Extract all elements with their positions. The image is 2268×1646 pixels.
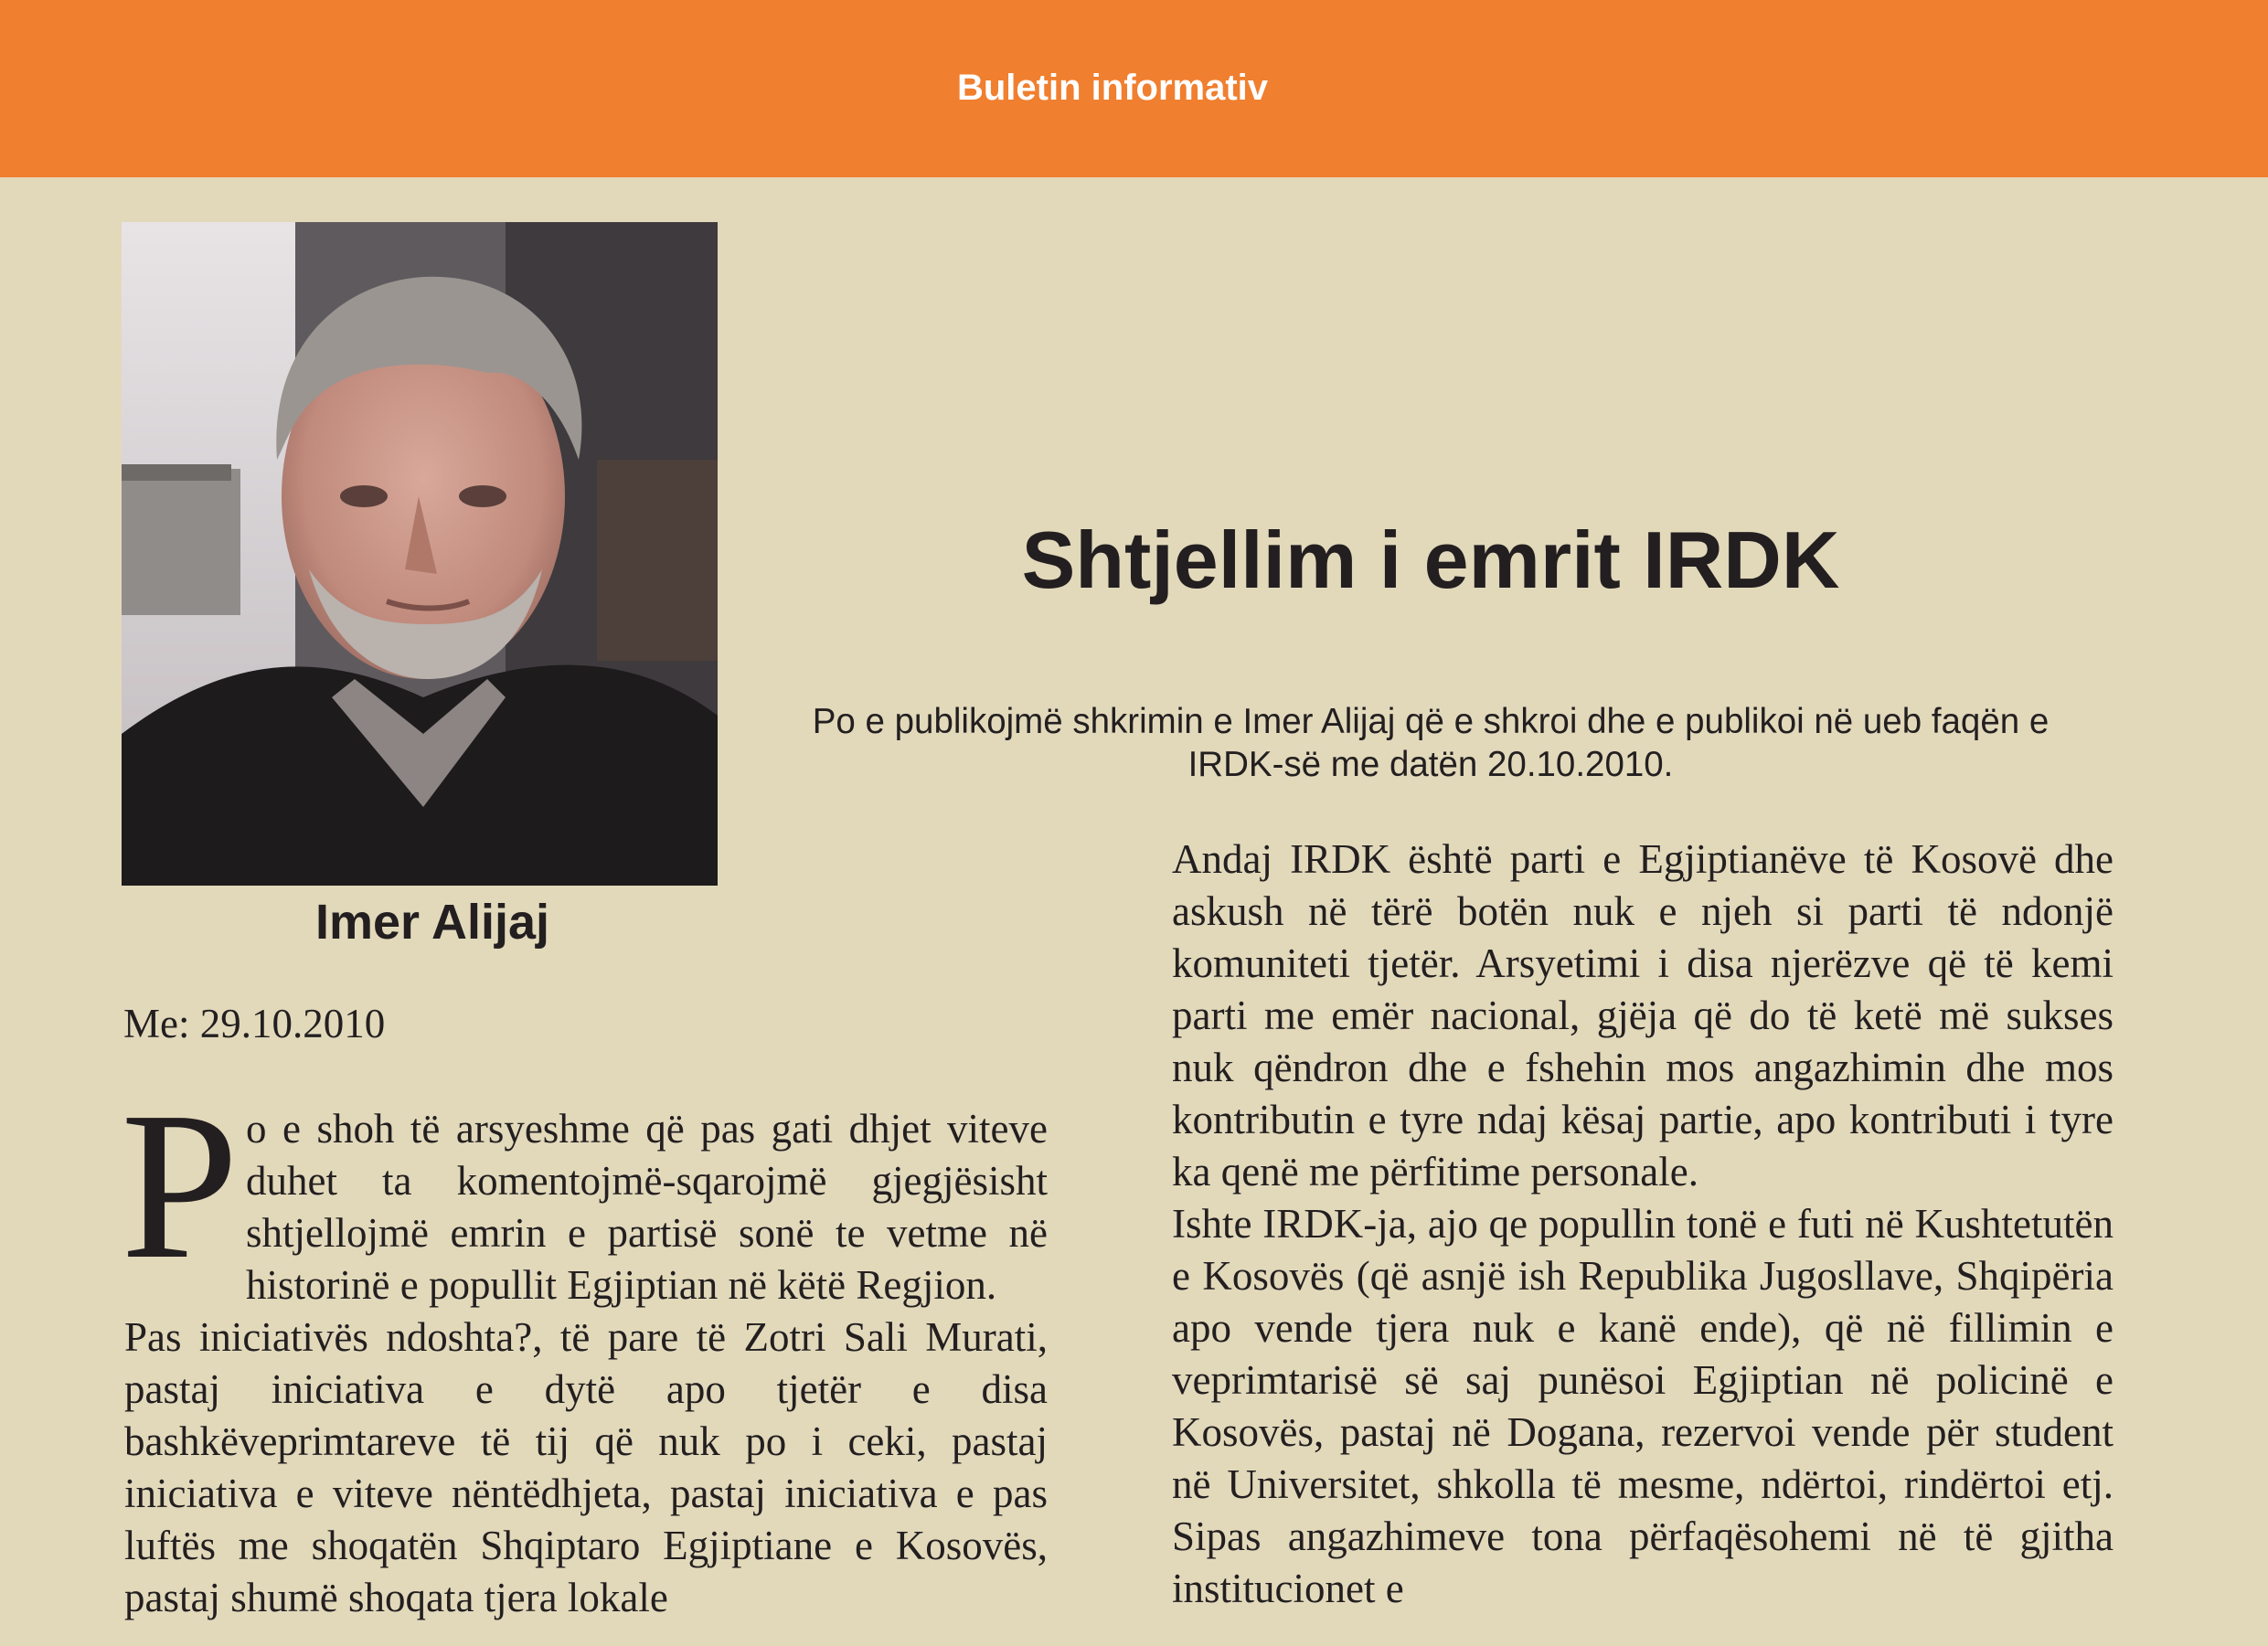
paragraph: Pas iniciativës ndoshta?, të pare të Zotri Sali Murati, pastaj iniciativa e dytë apo tjetër e disa bashkëveprimtareve të tij që nuk po i ceki, pastaj iniciativa e viteve nëntëdhjeta, pastaj iniciativa e pas luftës me shoqatën Shqiptaro Egjiptiane e Kosovës, pastaj shumë shoqata tjera lokale (124, 1314, 1048, 1620)
paragraph-text: o e shoh të arsyeshme që pas gati dhjet viteve duhet ta komentojmë-sqarojmë gjegjësisht shtjellojmë emrin e partisë sonë te vetme në historinë e popullit Egjiptian në këtë Regjion. (246, 1106, 1048, 1308)
article-column-left (121, 1068, 1048, 1624)
header-bar (0, 0, 2268, 177)
paragraph: Andaj IRDK është parti e Egjiptianëve të Kosovë dhe askush në tërë botën nuk e njeh si parti të ndonjë komuniteti tjetër. Arsyetimi i disa njerëzve që të kemi parti me emër nacional, gjëja që do të ketë më sukses nuk qëndron dhe e fshehin mos angazhimin dhe mos kontributin e tyre ndaj kësaj partie, apo kontributi i tyre ka qenë me përfitime personale. (1172, 836, 2114, 1195)
portrait-illustration (122, 222, 718, 886)
subtitle-line: Po e publikojmë shkrimin e Imer Alijaj që e shkroi dhe e publikoi në ueb faqën e (812, 702, 2050, 741)
paragraph (121, 1068, 1048, 1311)
paragraph: Ishte IRDK-ja, ajo qe popullin tonë e futi në Kushtetutën e Kosovës (që asnjë ish Republika Jugosllave, Shqipëria apo vende tjera nuk e kanë ende), që në fillimin e veprimtarisë së saj punësoi Egjiptian në policinë e Kosovës, pastaj në Dogana, rezervoi vende për student në Universitet, shkolla të mesme, ndërtoi, rindërtoi etj. Sipas angazhimeve tona përfaqësohemi në të gjitha institucionet e (1172, 1201, 2114, 1611)
article-title: Shtjellim i emrit IRDK (1021, 515, 1840, 605)
photo-caption: Imer Alijaj (314, 895, 550, 950)
drop-cap: P (121, 1068, 240, 1303)
subtitle-line: IRDK-së me datën 20.10.2010. (1187, 745, 1674, 784)
article-date: Me: 29.10.2010 (123, 1001, 386, 1046)
author-photo (122, 222, 718, 886)
article-subtitle (750, 700, 2112, 786)
newsletter-title: Buletin informativ (956, 68, 1269, 108)
article-column-right (1172, 834, 2114, 1615)
